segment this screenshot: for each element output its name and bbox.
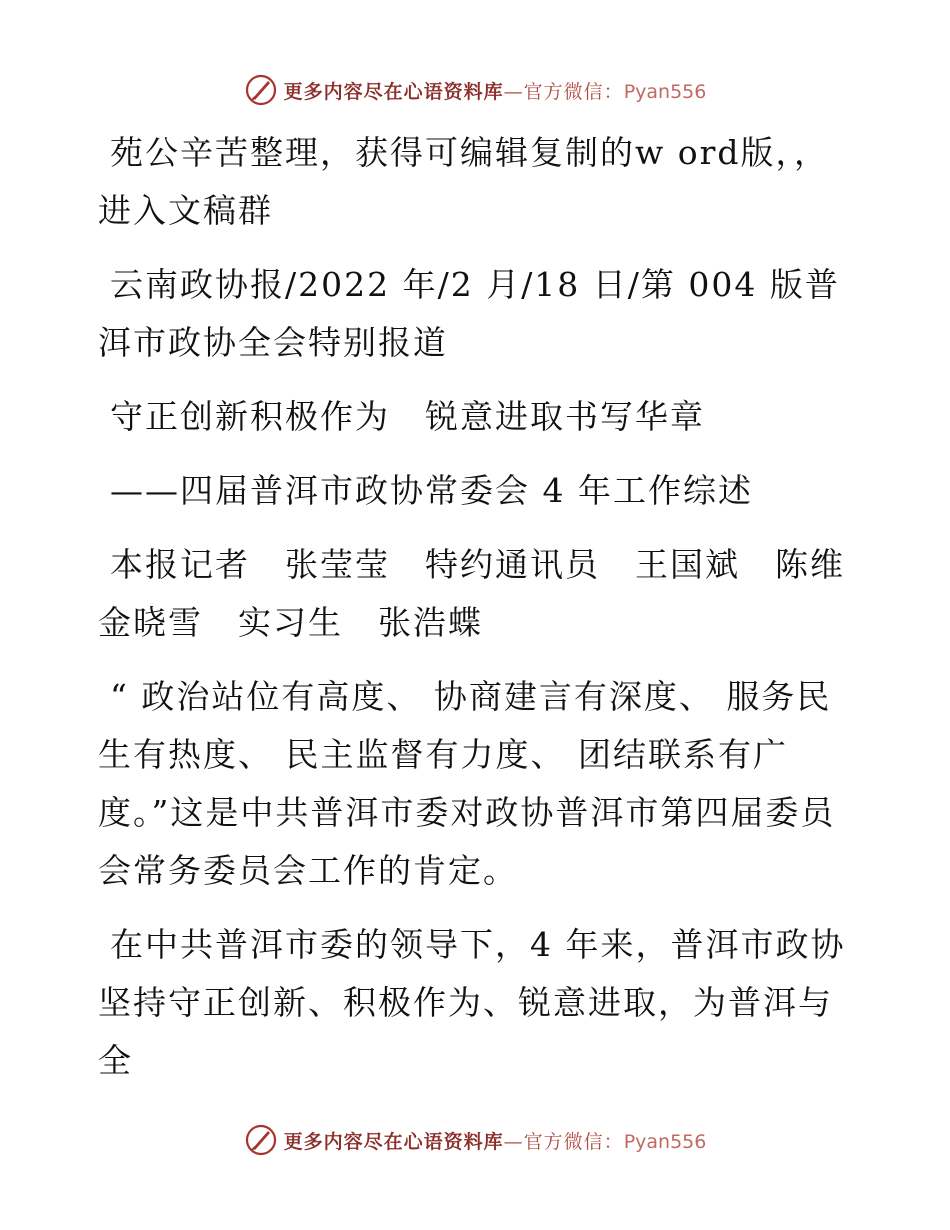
- paragraph-intro: 苑公辛苦整理，获得可编辑复制的w ord版，，进入文稿群: [98, 133, 830, 230]
- watermark-main: 更多内容尽在心语资料库: [283, 1130, 504, 1153]
- article-subtitle: ——四届普洱市政协常委会 4 年工作综述: [110, 471, 753, 510]
- watermark-text: [284, 77, 707, 104]
- watermark-sub: —官方微信：: [503, 80, 624, 103]
- watermark-id: Pyan556: [623, 1130, 707, 1153]
- watermark-sub: —官方微信：: [503, 1130, 624, 1153]
- quill-logo-icon: [244, 1123, 278, 1157]
- watermark-text: [284, 1127, 707, 1154]
- quill-logo-icon: [244, 73, 278, 107]
- document-body: [98, 124, 880, 1106]
- paragraph-body: 在中共普洱市委的领导下，4 年来，普洱市政协坚持守正创新、积极作为、锐意进取，为普洱与全: [98, 925, 846, 1080]
- watermark-footer: [0, 1120, 950, 1160]
- paragraph-quote: “ 政治站位有高度、 协商建言有深度、 服务民生有热度、 民主监督有力度、 团结联系有广度。”这是中共普洱市委对政协普洱市第四届委员会常务委员会工作的肯定。: [98, 677, 836, 890]
- watermark-header: [0, 70, 950, 110]
- article-title: 守正创新积极作为 锐意进取书写华章: [110, 397, 705, 436]
- watermark-id: Pyan556: [623, 80, 707, 103]
- paragraph-source: 云南政协报/2022 年/2 月/18 日/第 004 版普洱市政协全会特别报道: [98, 265, 840, 362]
- watermark-main: 更多内容尽在心语资料库: [283, 80, 504, 103]
- article-byline: 本报记者 张莹莹 特约通讯员 王国斌 陈维 金晓雪 实习生 张浩蝶: [98, 545, 880, 642]
